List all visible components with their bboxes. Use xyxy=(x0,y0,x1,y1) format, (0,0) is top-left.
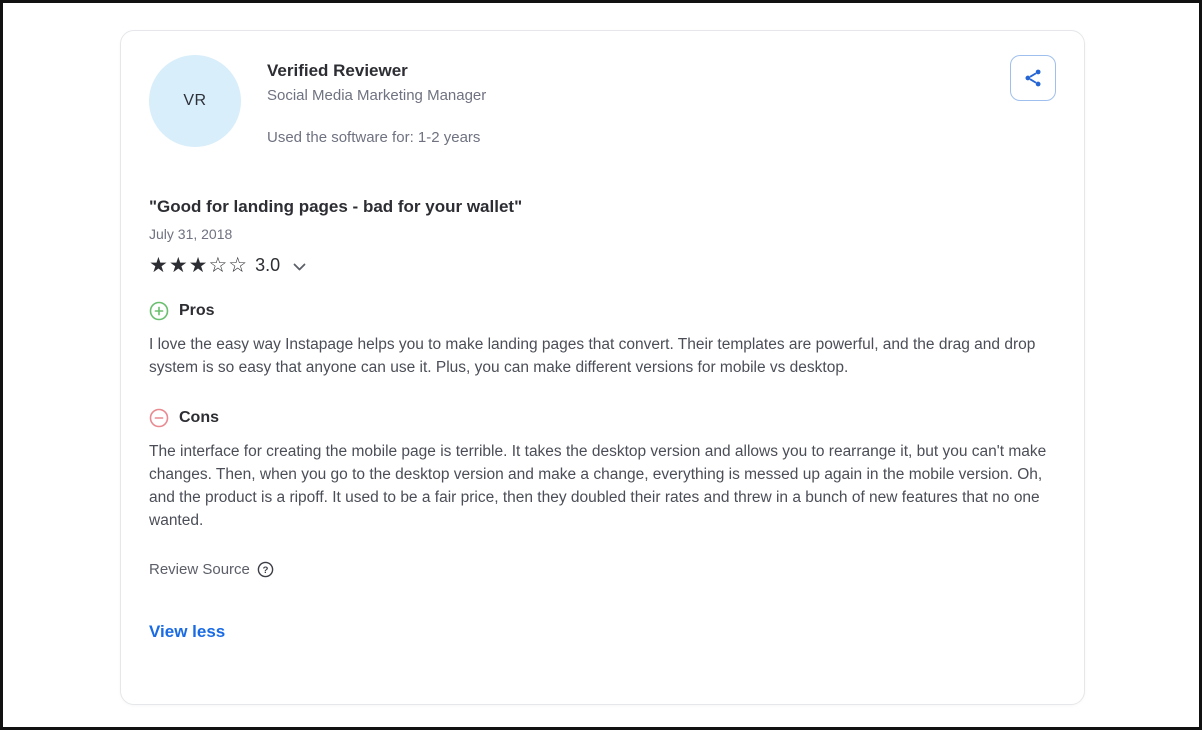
cons-section-header xyxy=(149,408,1056,428)
rating-value: 3.0 xyxy=(255,255,281,275)
review-source-label: Review Source xyxy=(149,561,250,578)
minus-circle-icon xyxy=(149,408,169,428)
rating-row xyxy=(149,255,1056,276)
share-nodes-icon xyxy=(1022,67,1044,89)
review-date: July 31, 2018 xyxy=(149,226,233,242)
cons-text: The interface for creating the mobile page is terrible. It takes the desktop version and allows you to rearrange it, but you can't make changes. Then, when you go to the desktop version and make a change, everything is messed up again in the mobile version. Oh, and the product is a ripoff. It used to be a fair price, then they doubled their rates and threw in a bunch of new features that no one wanted. xyxy=(149,443,1047,529)
review-source-row xyxy=(149,561,1056,578)
share-button[interactable] xyxy=(1010,55,1056,101)
question-circle-icon[interactable] xyxy=(257,561,274,578)
chevron-down-icon[interactable] xyxy=(293,260,306,272)
pros-text: I love the easy way Instapage helps you to make landing pages that convert. Their templates are powerful, and the drag and drop system is so easy that anyone can use it. Plus, you can make different versions for mobile vs desktop. xyxy=(149,336,1036,376)
svg-text:?: ? xyxy=(262,565,269,576)
plus-circle-icon xyxy=(149,301,169,321)
software-usage-duration: Used the software for: 1-2 years xyxy=(267,129,481,146)
review-title: "Good for landing pages - bad for your wallet" xyxy=(149,197,523,216)
reviewer-job-title: Social Media Marketing Manager xyxy=(267,87,487,104)
review-card-header xyxy=(149,55,1056,147)
cons-label: Cons xyxy=(179,409,219,426)
reviewer-name: Verified Reviewer xyxy=(267,61,408,80)
avatar xyxy=(149,55,241,147)
view-less-link[interactable]: View less xyxy=(149,622,226,641)
pros-label: Pros xyxy=(179,302,215,319)
pros-section-header xyxy=(149,301,1056,321)
star-rating: ★★★☆☆ xyxy=(149,253,249,277)
reviewer-info xyxy=(267,55,486,146)
review-card xyxy=(120,30,1085,705)
avatar-initials: VR xyxy=(183,92,207,109)
